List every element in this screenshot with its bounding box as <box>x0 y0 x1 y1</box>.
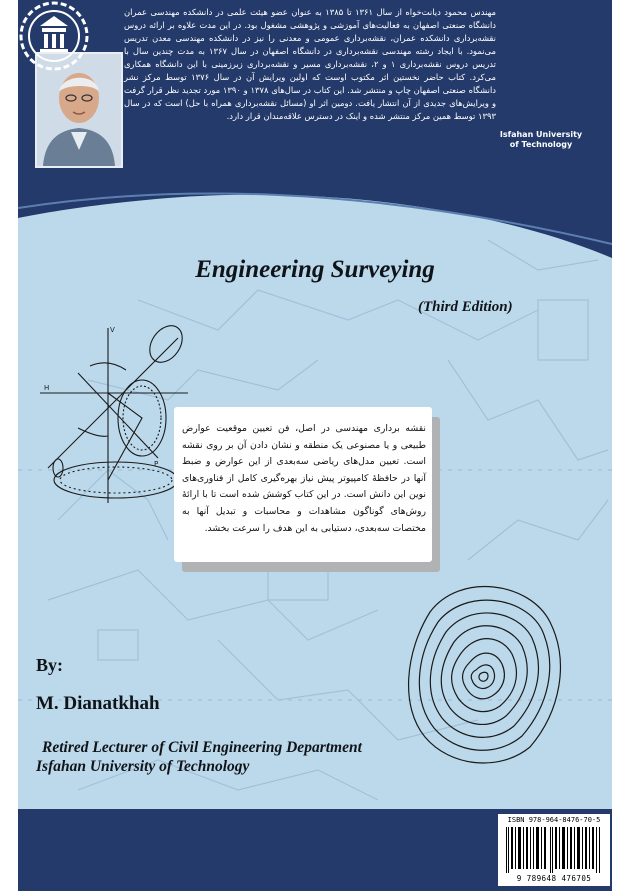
isbn-text: ISBN 978-964-8476-70-5 <box>507 816 601 824</box>
university-name-line2: of Technology <box>509 140 573 149</box>
affiliation-line1: Retired Lecturer of Civil Engineering Department <box>42 739 362 756</box>
ean-digits: 9 789648 476705 <box>516 874 592 883</box>
svg-text:H: H <box>44 384 50 392</box>
book-back-cover <box>18 0 612 891</box>
affiliation-line2: Isfahan University of Technology <box>36 758 250 775</box>
svg-text:V: V <box>110 326 115 334</box>
university-name <box>488 130 594 150</box>
summary-box <box>174 407 432 562</box>
university-logo-icon <box>18 0 90 72</box>
university-name-line1: Isfahan University <box>499 130 583 139</box>
book-title: Engineering Surveying <box>195 256 435 283</box>
barcode-box <box>498 814 610 886</box>
author-name: M. Dianatkhah <box>36 693 160 714</box>
contour-map-icon <box>400 572 570 772</box>
author-bio: مهندس محمود دیانت‌خواه از سال ۱۳۶۱ تا ۱۳۸۵ به عنوان عضو هیئت علمی در دانشکده مهندسی عمران دانشگاه صنعتی اصفهان به فعالیت‌های آموزشی و پژوهشی مشغول بود. در این مدت علاوه بر ارائه دروس نقشه‌برداری دانشکده عمران، نقشه‌برداری عمومی و معدنی را نیز در دانشکده مهندسی معدن تدریس می‌نمود. با ایجاد رشته مهندسی نقشه‌برداری در دانشگاه اصفهان در سال ۱۳۶۷ به مدت چندین سال با تدریس دروس نقشه‌برداری ۱ و ۲، نقشه‌برداری مسیر و نقشه‌برداری زیرزمینی با این دانشگاه همکاری می‌کرد. کتاب حاضر نخستین اثر مکتوب اوست که اولین ویرایش آن در سال ۱۳۷۶ توسط مرکز نشر دانشگاه صنعتی اصفهان چاپ و منتشر شد. این کتاب در سال‌های ۱۳۷۸ و ۱۳۹۰ مورد تجدید نظر قرار گرفت و ویرایش‌های جدیدی از آن انتشار یافت. دومین اثر او (مسائل نقشه‌برداری همراه با حل) است که در سال ۱۳۹۳ توسط همین مرکز منتشر شده و اینک در دسترس علاقه‌مندان قرار دارد. <box>124 7 497 121</box>
top-panel <box>18 0 612 260</box>
book-edition: (Third Edition) <box>418 299 513 315</box>
svg-text:P: P <box>154 460 159 468</box>
by-label: By: <box>36 655 63 675</box>
barcode-icon <box>504 827 604 873</box>
book-summary: نقشه برداری مهندسی در اصل، فن تعیین موقعیت عوارض طبیعی و یا مصنوعی یک منطقه و نشان دادن آن بر روی نقشه است. تعیین مدل‌های ریاضی سه‌بعدی از این عوارض و ضبط آنها در حافظهٔ کامپیوتر پیش نیاز بهره‌گیری کامل از فناوری‌های نوین این دانش است. در این کتاب کوشش شده است تا با ارائهٔ روش‌های گوناگون مشاهدات و محاسبات و تبدیل آنها به مختصات سه‌بعدی، دستیابی به این هدف را سرعت بخشد. <box>182 423 426 534</box>
